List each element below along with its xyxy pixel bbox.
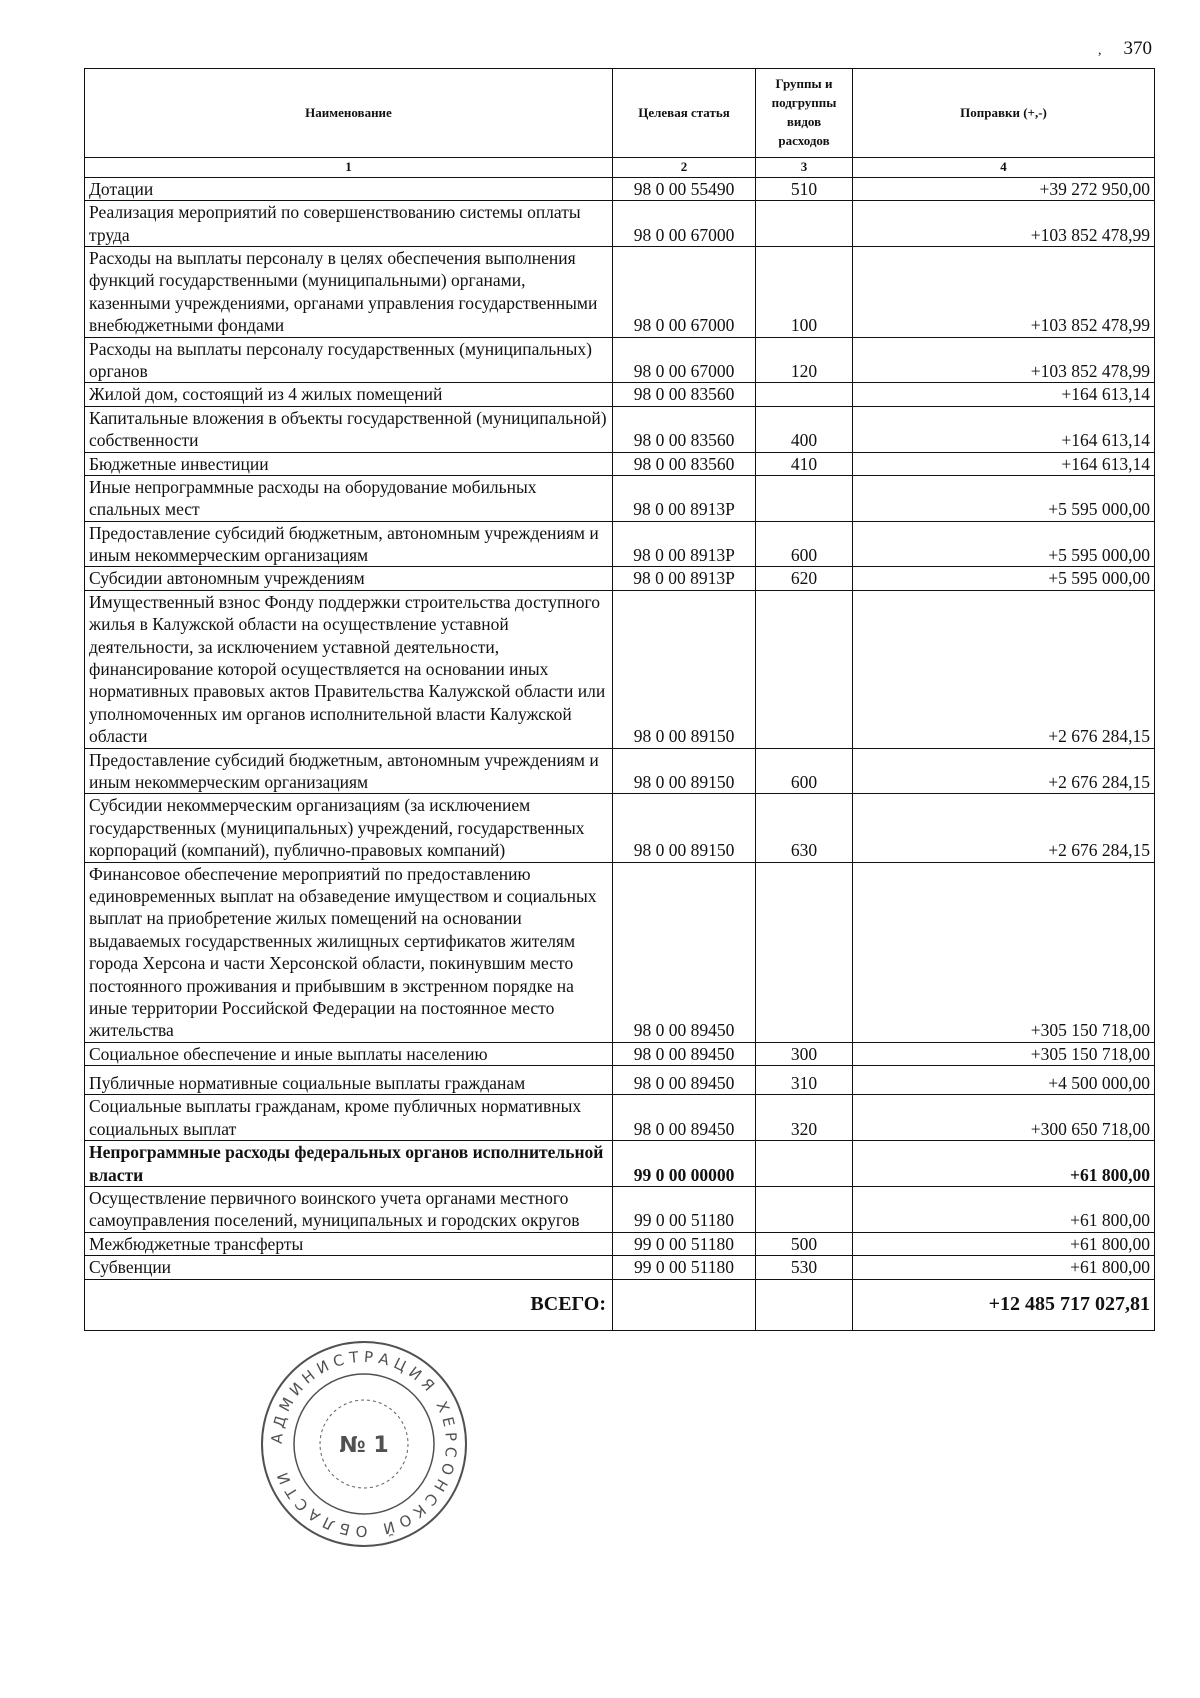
- row-group: 300: [756, 1042, 853, 1065]
- row-group: 600: [756, 748, 853, 794]
- row-name: Жилой дом, состоящий из 4 жилых помещений: [85, 383, 613, 406]
- table-row: [85, 1042, 1155, 1065]
- table-row: [85, 590, 1155, 748]
- row-code: 98 0 00 8913Р: [613, 475, 756, 521]
- row-amount: +2 676 284,15: [853, 794, 1155, 862]
- row-group: [756, 383, 853, 406]
- row-name: Финансовое обеспечение мероприятий по предоставлению единовременных выплат на обзаведение имуществом и социальных выплат на приобретение жилых помещений на основании выдаваемых государственных жилищных сертификатов жителям города Херсона и части Херсонской области, покинувшим место постоянного проживания и прибывшим в экстренном порядке на иные территории Российской Федерации на постоянное место жительства: [85, 862, 613, 1042]
- row-code: 98 0 00 67000: [613, 337, 756, 383]
- table-row: [85, 247, 1155, 338]
- row-group: [756, 862, 853, 1042]
- column-number: 3: [756, 158, 853, 178]
- row-group: 630: [756, 794, 853, 862]
- table-row: [85, 406, 1155, 452]
- row-amount: +164 613,14: [853, 383, 1155, 406]
- row-amount: +2 676 284,15: [853, 590, 1155, 748]
- row-code: 98 0 00 55490: [613, 177, 756, 200]
- row-group: 320: [756, 1095, 853, 1141]
- seal-text: АДМИНИСТРАЦИЯ ХЕРСОНСКОЙ ОБЛАСТИ: [267, 1347, 461, 1541]
- table-row: [85, 521, 1155, 567]
- row-amount: +5 595 000,00: [853, 521, 1155, 567]
- table-row: [85, 452, 1155, 475]
- row-amount: +103 852 478,99: [853, 247, 1155, 338]
- table-row: [85, 1256, 1155, 1279]
- table-row: [85, 383, 1155, 406]
- table-row: [85, 1095, 1155, 1141]
- total-code-empty: [613, 1279, 756, 1330]
- row-amount: +39 272 950,00: [853, 177, 1155, 200]
- row-amount: +300 650 718,00: [853, 1095, 1155, 1141]
- row-code: 98 0 00 89450: [613, 1095, 756, 1141]
- header-name: Наименование: [85, 69, 613, 158]
- row-group: [756, 1141, 853, 1187]
- table-header-row: [85, 69, 1155, 158]
- row-amount: +2 676 284,15: [853, 748, 1155, 794]
- row-code: 98 0 00 83560: [613, 452, 756, 475]
- table-row: [85, 862, 1155, 1042]
- row-amount: +164 613,14: [853, 406, 1155, 452]
- row-amount: +4 500 000,00: [853, 1066, 1155, 1095]
- row-code: 98 0 00 89150: [613, 794, 756, 862]
- header-code: Целевая статья: [613, 69, 756, 158]
- row-group: 120: [756, 337, 853, 383]
- row-name: Субвенции: [85, 1256, 613, 1279]
- table-row: [85, 1232, 1155, 1255]
- total-label: ВСЕГО:: [85, 1279, 613, 1330]
- row-name: Дотации: [85, 177, 613, 200]
- row-amount: +61 800,00: [853, 1141, 1155, 1187]
- row-code: 99 0 00 51180: [613, 1232, 756, 1255]
- row-group: [756, 201, 853, 247]
- row-name: Предоставление субсидий бюджетным, автономным учреждениям и иным некоммерческим организациям: [85, 748, 613, 794]
- row-group: 500: [756, 1232, 853, 1255]
- row-name: Имущественный взнос Фонду поддержки строительства доступного жилья в Калужской области на осуществление уставной деятельности, за исключением уставной деятельности, финансирование которой осуществляется на основании иных нормативных правовых актов Правительства Калужской области или уполномоченных им органов исполнительной власти Калужской области: [85, 590, 613, 748]
- row-group: 620: [756, 567, 853, 590]
- row-code: 98 0 00 83560: [613, 406, 756, 452]
- table-row: [85, 1141, 1155, 1187]
- row-amount: +61 800,00: [853, 1256, 1155, 1279]
- row-group: 600: [756, 521, 853, 567]
- row-amount: +164 613,14: [853, 452, 1155, 475]
- table-row: [85, 794, 1155, 862]
- row-name: Реализация мероприятий по совершенствованию системы оплаты труда: [85, 201, 613, 247]
- row-amount: +103 852 478,99: [853, 337, 1155, 383]
- row-code: 99 0 00 51180: [613, 1256, 756, 1279]
- column-number: 2: [613, 158, 756, 178]
- row-amount: +305 150 718,00: [853, 1042, 1155, 1065]
- official-seal: [258, 1338, 470, 1550]
- row-amount: +5 595 000,00: [853, 475, 1155, 521]
- seal-number: № 1: [339, 1433, 389, 1458]
- row-group: 510: [756, 177, 853, 200]
- row-name: Капитальные вложения в объекты государственной (муниципальной) собственности: [85, 406, 613, 452]
- row-amount: +61 800,00: [853, 1232, 1155, 1255]
- table-row: [85, 177, 1155, 200]
- page-number: , 370: [1098, 38, 1152, 59]
- row-code: 98 0 00 89450: [613, 1066, 756, 1095]
- row-code: 98 0 00 89150: [613, 748, 756, 794]
- row-name: Бюджетные инвестиции: [85, 452, 613, 475]
- row-group: 310: [756, 1066, 853, 1095]
- seal-core-ring: [320, 1400, 408, 1488]
- row-name: Социальные выплаты гражданам, кроме публичных нормативных социальных выплат: [85, 1095, 613, 1141]
- row-amount: +305 150 718,00: [853, 862, 1155, 1042]
- row-group: [756, 590, 853, 748]
- row-name: Социальное обеспечение и иные выплаты населению: [85, 1042, 613, 1065]
- row-group: 400: [756, 406, 853, 452]
- row-name: Непрограммные расходы федеральных органов исполнительной власти: [85, 1141, 613, 1187]
- page-number-value: 370: [1123, 38, 1152, 59]
- total-group-empty: [756, 1279, 853, 1330]
- budget-table: [84, 68, 1155, 1331]
- table-row: [85, 748, 1155, 794]
- total-amount: +12 485 717 027,81: [853, 1279, 1155, 1330]
- table-row: [85, 1187, 1155, 1233]
- table-row: [85, 337, 1155, 383]
- row-code: 99 0 00 00000: [613, 1141, 756, 1187]
- header-group: Группы и подгруппы видов расходов: [756, 69, 853, 158]
- row-name: Публичные нормативные социальные выплаты гражданам: [85, 1066, 613, 1095]
- row-amount: +5 595 000,00: [853, 567, 1155, 590]
- table-row: [85, 475, 1155, 521]
- table-row: [85, 567, 1155, 590]
- row-amount: +61 800,00: [853, 1187, 1155, 1233]
- row-code: 98 0 00 8913Р: [613, 521, 756, 567]
- header-amount: Поправки (+,-): [853, 69, 1155, 158]
- column-number: 1: [85, 158, 613, 178]
- row-code: 98 0 00 67000: [613, 247, 756, 338]
- row-code: 98 0 00 67000: [613, 201, 756, 247]
- row-name: Иные непрограммные расходы на оборудование мобильных спальных мест: [85, 475, 613, 521]
- column-number-row: [85, 158, 1155, 178]
- row-name: Предоставление субсидий бюджетным, автономным учреждениям и иным некоммерческим организациям: [85, 521, 613, 567]
- row-group: 410: [756, 452, 853, 475]
- row-name: Расходы на выплаты персоналу в целях обеспечения выполнения функций государственными (муниципальными) органами, казенными учреждениями, органами управления государственными внебюджетными фондами: [85, 247, 613, 338]
- row-group: [756, 475, 853, 521]
- seal-inner-ring: [294, 1374, 434, 1514]
- row-group: [756, 1187, 853, 1233]
- row-name: Межбюджетные трансферты: [85, 1232, 613, 1255]
- row-code: 98 0 00 83560: [613, 383, 756, 406]
- row-amount: +103 852 478,99: [853, 201, 1155, 247]
- row-code: 99 0 00 51180: [613, 1187, 756, 1233]
- row-name: Осуществление первичного воинского учета органами местного самоуправления поселений, муниципальных и городских округов: [85, 1187, 613, 1233]
- row-code: 98 0 00 89450: [613, 1042, 756, 1065]
- row-name: Субсидии некоммерческим организациям (за исключением государственных (муниципальных) учреждений, государственных корпораций (компаний), публично-правовых компаний): [85, 794, 613, 862]
- row-code: 98 0 00 8913Р: [613, 567, 756, 590]
- total-row: [85, 1279, 1155, 1330]
- table-row: [85, 201, 1155, 247]
- table-row: [85, 1066, 1155, 1095]
- row-code: 98 0 00 89150: [613, 590, 756, 748]
- row-name: Расходы на выплаты персоналу государственных (муниципальных) органов: [85, 337, 613, 383]
- row-name: Субсидии автономным учреждениям: [85, 567, 613, 590]
- seal-outer-ring: [262, 1342, 466, 1546]
- row-group: 100: [756, 247, 853, 338]
- row-code: 98 0 00 89450: [613, 862, 756, 1042]
- column-number: 4: [853, 158, 1155, 178]
- row-group: 530: [756, 1256, 853, 1279]
